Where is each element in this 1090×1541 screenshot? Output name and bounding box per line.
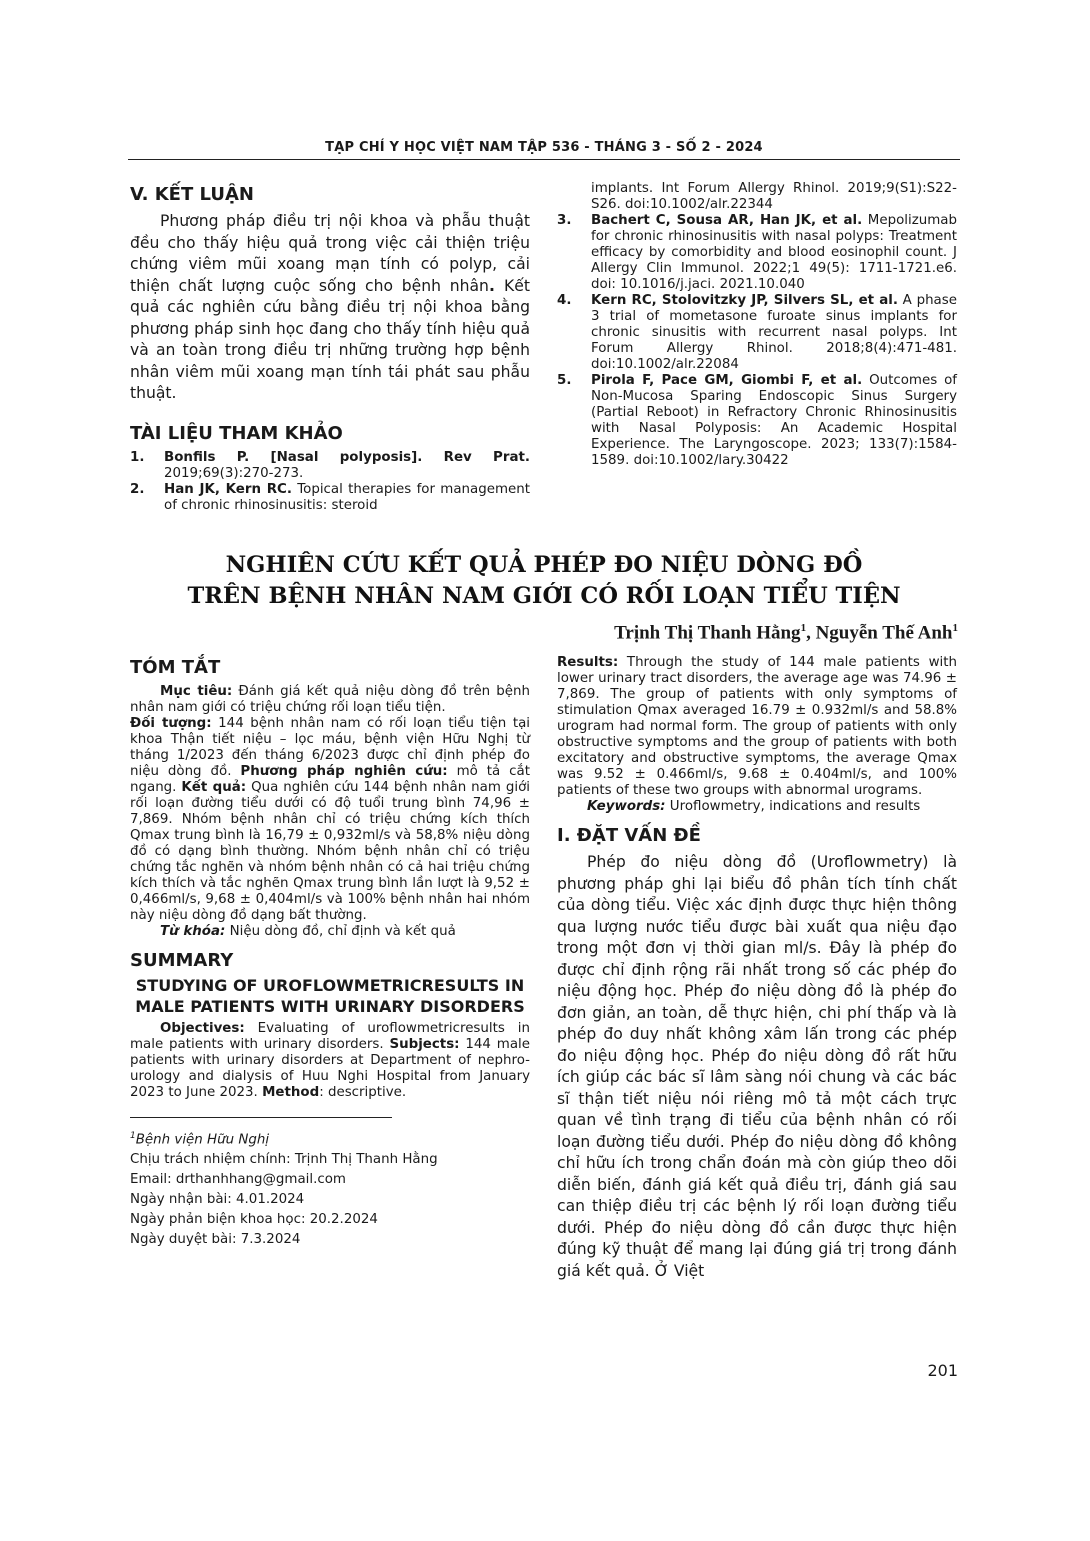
article-title bbox=[128, 550, 960, 612]
footnote-responsible: Chịu trách nhiệm chính: Trịnh Thị Thanh Hằng bbox=[130, 1152, 438, 1168]
reference-continuation: implants. Int Forum Allergy Rhinol. 2019;9(S1):S22-S26. doi:10.1002/alr.22344 bbox=[591, 181, 957, 212]
reference-item: 2. Han JK, Kern RC. Topical therapies for management of chronic rhinosinusitis: steroid bbox=[130, 481, 530, 513]
left-column-bottom bbox=[130, 657, 530, 1250]
header-rule bbox=[128, 159, 960, 160]
abstract-vi-keywords: Từ khóa: Niệu dòng đồ, chỉ định và kết quả bbox=[160, 924, 456, 939]
intro-heading: I. ĐẶT VẤN ĐỀ bbox=[557, 825, 701, 846]
reference-item: 4. Kern RC, Stolovitzky JP, Silvers SL, et al. A phase 3 trial of mometasone furoate sinus implants for chronic sinusitis with recurrent nasal polyps. Int Forum Allergy Rhinol. 2018;8(4):471-481. doi:10.1002/alr.22084 bbox=[557, 293, 957, 372]
summary-text-left: Objectives: Evaluating of uroflowmetricresults in male patients with urinary disorders. Subjects: 144 male patients with urinary disorders at Department of nephro-urology and dialysis of Huu Nghi Hospital from January 2023 to June 2023. Method: descriptive. bbox=[130, 1021, 530, 1100]
references-list-left bbox=[130, 450, 530, 514]
right-column-top bbox=[557, 181, 957, 469]
summary-title: STUDYING OF UROFLOWMETRICRESULTS IN MALE PATIENTS WITH URINARY DISORDERS bbox=[135, 976, 525, 1016]
footnote-received: Ngày nhận bài: 4.01.2024 bbox=[130, 1192, 305, 1208]
footnote-rule bbox=[130, 1117, 392, 1118]
footnote-affiliation: $^1$Bệnh viện Hữu Nghị bbox=[130, 1131, 270, 1148]
left-column-top bbox=[130, 184, 530, 514]
summary-results: Results: Through the study of 144 male patients with lower urinary tract disorders, the average age was 74.96 ± 7,869. The group of patients with only symptoms of stimulation Qmax averaged 16.79 ± 0.932ml/s and 58.8% urogram had normal form. The group of patients with only obstructive symptoms and the group of patients with both excitatory and obstructive symptoms, the average Qmax was 9.52 ± 0.466ml/s, 9.68 ± 0.404ml/s, and 100% patients of these two groups with abnormal urograms. bbox=[557, 655, 957, 798]
journal-header: TẠP CHÍ Y HỌC VIỆT NAM TẬP 536 - THÁNG 3 - SỐ 2 - 2024 bbox=[325, 140, 763, 155]
conclusion-text-a: Phương pháp điều trị nội khoa và phẫu thuật đều cho thấy hiệu quả trong việc cải thiện triệu chứng viêm mũi xoang mạn tính có polyp, cải thiện chất lượng cuộc sống cho bệnh nhân bbox=[130, 212, 530, 295]
abstract-heading: TÓM TẮT bbox=[130, 657, 221, 678]
article-title-line-1: NGHIÊN CỨU KẾT QUẢ PHÉP ĐO NIỆU DÒNG ĐỒ bbox=[225, 552, 863, 578]
references-heading: TÀI LIỆU THAM KHẢO bbox=[130, 422, 343, 444]
footnote-email: Email: drthanhhang@gmail.com bbox=[130, 1172, 346, 1188]
footnote-approved: Ngày duyệt bài: 7.3.2024 bbox=[130, 1232, 301, 1248]
conclusion-text-b: Kết quả các nghiên cứu bằng điều trị nội khoa bằng phương pháp sinh học đang cho thấy tính hiệu quả và an toàn trong điều trị những trường hợp bệnh nhân viêm mũi xoang mạn tính tái phát sau phẫu thuật. bbox=[130, 276, 530, 402]
right-column-bottom bbox=[557, 655, 957, 1282]
abstract-vi-text: Mục tiêu: Đánh giá kết quả niệu dòng đồ trên bệnh nhân nam giới có triệu chứng rối loạn tiểu tiện. Đối tượng: 144 bệnh nhân nam có rối loạn tiểu tiện tại khoa Thận tiết niệu – lọc máu, bệnh viện Hữu Nghị từ tháng 1/2023 đến tháng 6/2023 được chỉ định phép đo niệu dòng đồ. Phương pháp nghiên cứu: mô tả cắt ngang. Kết quả: Qua nghiên cứu 144 bệnh nhân nam giới rối loạn đường tiểu dưới có độ tuổi trung bình 74,96 ± 7,869. Nhóm bệnh nhân chỉ có triệu chứng kích thích Qmax trung bình là 16,79 ± 0,932ml/s và 58,8% niệu dòng đồ có dạng bình thường. Nhóm bệnh nhân chỉ có triệu chứng tắc nghẽn và nhóm bệnh nhân có cả hai triệu chứng kích thích và tắc nghẽn Qmax trung bình lần lượt là 9,52 ± 0,466ml/s, 9,68 ± 0,404ml/s và 100% bệnh nhân hai nhóm này niệu dòng đồ dạng bất thường. bbox=[130, 684, 531, 923]
conclusion-heading: V. KẾT LUẬN bbox=[130, 184, 254, 205]
reference-item: 5. Pirola F, Pace GM, Giombi F, et al. Outcomes of Non-Mucosa Sparing Endoscopic Sinus Surgery (Partial Reboot) in Refractory Chronic Rhinosinusitis with Nasal Polyposis: An Academic Hospital Experience. The Laryngoscope. 2023; 133(7):1584-1589. doi:10.1002/lary.30422 bbox=[557, 373, 957, 468]
author-2: Nguyễn Thế Anh bbox=[815, 622, 953, 644]
footnote-reviewed: Ngày phản biện khoa học: 20.2.2024 bbox=[130, 1212, 378, 1228]
article-authors: Trịnh Thị Thanh Hằng$^1$, Nguyễn Thế Anh$^1$ bbox=[614, 622, 958, 644]
reference-item: 3. Bachert C, Sousa AR, Han JK, et al. Mepolizumab for chronic rhinosinusitis with nasal polyps: Treatment efficacy by comorbidity and blood eosinophil count. J Allergy Clin Immunol. 2022;1 49(5): 1711-1721.e6. doi: 10.1016/j.jaci. 2021.10.040 bbox=[557, 213, 957, 292]
page-number: 201 bbox=[927, 1361, 958, 1380]
summary-heading: SUMMARY bbox=[130, 950, 234, 971]
summary-keywords: Keywords: Uroflowmetry, indications and results bbox=[587, 799, 921, 814]
intro-text: Phép đo niệu dòng đồ (Uroflowmetry) là phương pháp ghi lại biểu đồ phân tích tính chất của dòng tiểu. Việc xác định được thực hiện thông qua lượng nước tiểu được bài xuất qua niệu đạo trong một đơn vị thời gian ml/s. Đây là phép đo được chỉ định rộng rãi nhất trong số các phép đo niệu động học. Phép đo niệu dòng đồ là phép đo đơn giản, an toàn, dễ thực hiện, chi phí thấp và là phép đo duy nhất không xâm lấn trong các phép đo niệu động học. Phép đo niệu dòng đồ rất hữu ích giúp các bác sĩ lâm sàng nói chung và các bác sĩ thận tiết niệu nói riêng mô tả một cách trực quan về tình trạng đi tiểu của bệnh nhân có rối loạn đường tiểu dưới. Phép đo niệu dòng đồ không chỉ hữu ích trong chẩn đoán mà còn giúp theo dõi diễn biến, đánh giá kết quả điều trị, đánh giá sau can thiệp điều trị các bệnh lý rối loạn đường tiểu dưới. Phép đo niệu dòng đồ cần được thực hiện đúng kỹ thuật để mang lại đúng giá trị trong đánh giá kết quả. Ở Việt bbox=[557, 853, 957, 1280]
author-1: Trịnh Thị Thanh Hằng bbox=[614, 622, 801, 644]
references-list-right bbox=[557, 213, 957, 469]
reference-item: 1. Bonfils P. [Nasal polyposis]. Rev Prat. 2019;69(3):270-273. bbox=[130, 449, 530, 481]
article-title-line-2: TRÊN BỆNH NHÂN NAM GIỚI CÓ RỐI LOẠN TIỂU TIỆN bbox=[187, 583, 901, 609]
conclusion-text: Phương pháp điều trị nội khoa và phẫu thuật đều cho thấy hiệu quả trong việc cải thiện triệu chứng viêm mũi xoang mạn tính có polyp, cải thiện chất lượng cuộc sống cho bệnh nhân. Kết quả các nghiên cứu bằng điều trị nội khoa bằng phương pháp sinh học đang cho thấy tính hiệu quả và an toàn trong điều trị những trường hợp bệnh nhân viêm mũi xoang mạn tính tái phát sau phẫu thuật. bbox=[130, 212, 530, 402]
